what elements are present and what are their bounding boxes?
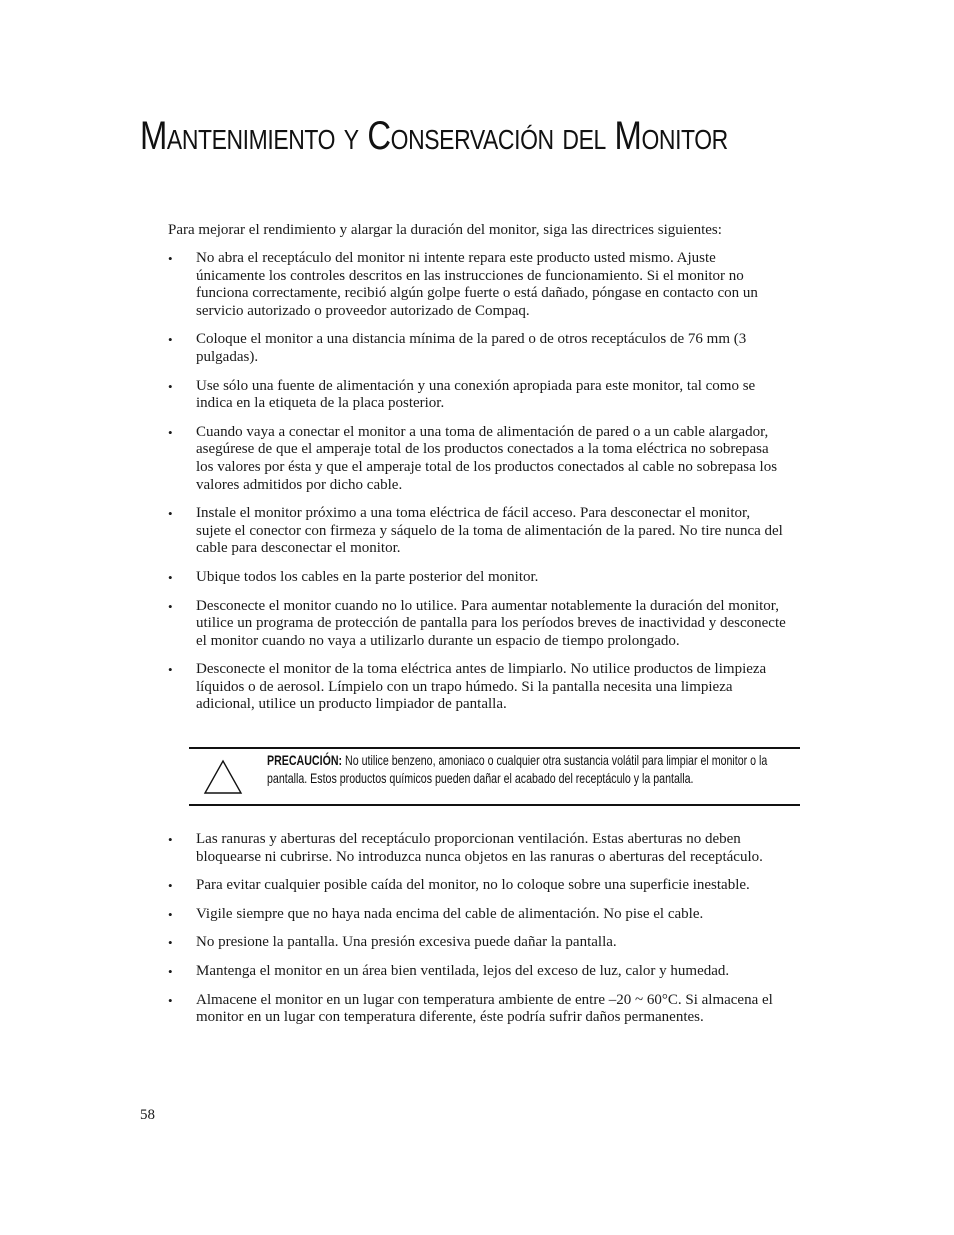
list-item-text: Coloque el monitor a una distancia mínima de la pared o de otros receptáculos de 76 mm (3 pulgadas).	[196, 331, 747, 365]
list-item	[168, 250, 788, 320]
intro-paragraph: Para mejorar el rendimiento y alargar la duración del monitor, siga las directrices siguientes:	[168, 222, 722, 238]
list-item	[168, 331, 788, 366]
list-item-text: Instale el monitor próximo a una toma eléctrica de fácil acceso. Para desconectar el monitor, sujete el conector con firmeza y sáquelo de la toma de alimentación de la pared. No tire nunca del cable para desconectar el monitor.	[196, 505, 783, 557]
warning-triangle-icon	[203, 759, 243, 795]
page-number: 58	[140, 1107, 155, 1123]
caution-box	[189, 747, 800, 806]
caution-label: PRECAUCIÓN:	[267, 752, 343, 768]
list-item-text: Cuando vaya a conectar el monitor a una toma de alimentación de pared o a un cable alargador, asegúrese de que el amperaje total de los productos conectados a la toma eléctrica no sobrepasa los valores por ésta y que el amperaje total de los productos conectados al cable no sobrepasa los valores admitidos por dicho cable.	[196, 423, 778, 493]
list-item	[168, 569, 788, 587]
list-item-text: Use sólo una fuente de alimentación y una conexión apropiada para este monitor, tal como se indica en la etiqueta de la placa posterior.	[196, 377, 756, 412]
list-item-text: Para evitar cualquier posible caída del monitor, no lo coloque sobre una superficie inestable.	[196, 877, 750, 894]
list-item-text: Ubique todos los cables en la parte posterior del monitor.	[196, 568, 539, 585]
list-item	[168, 598, 788, 651]
list-item	[168, 963, 788, 981]
caution-message: No utilice benzeno, amoniaco o cualquier otra sustancia volátil para limpiar el monitor o la pantalla. Estos productos químicos pueden dañar el acabado del receptáculo y la pantalla.	[267, 752, 768, 786]
list-item-text: Vigile siempre que no haya nada encima del cable de alimentación. No pise el cable.	[196, 905, 704, 922]
list-item	[168, 378, 788, 413]
bullet-icon: •	[168, 424, 173, 440]
bullet-icon: •	[168, 662, 173, 678]
list-item-text: Desconecte el monitor cuando no lo utilice. Para aumentar notablemente la duración del monitor, utilice un programa de protección de pantalla para los períodos breves de inactividad y desconecte el monitor cuando no vaya a utilizarlo durante un espacio de tiempo prolongado.	[196, 597, 786, 649]
bullet-icon: •	[168, 906, 173, 922]
guideline-list-second	[168, 831, 788, 1038]
bullet-icon: •	[168, 332, 173, 348]
caution-text	[267, 751, 799, 787]
bullet-icon: •	[168, 598, 173, 614]
list-item-text: No abra el receptáculo del monitor ni intente repara este producto usted mismo. Ajuste únicamente los controles descritos en las instrucciones de funcionamiento. Si el monitor no funciona correctamente, recibió algún golpe fuerte o está dañado, póngase en contacto con un servicio autorizado o proveedor autorizado de Compaq.	[196, 250, 758, 319]
bullet-icon: •	[168, 251, 173, 266]
list-item	[168, 992, 788, 1027]
list-item	[168, 934, 788, 952]
bullet-icon: •	[168, 832, 173, 847]
list-item	[168, 906, 788, 924]
bullet-icon: •	[168, 878, 173, 894]
page-title: Mantenimiento y Conservación del Monitor	[140, 114, 728, 158]
list-item-text: Almacene el monitor en un lugar con temperatura ambiente de entre –20 ~ 60°C. Si almacena el monitor en un lugar con temperatura diferente, éste podría sufrir daños permanentes.	[196, 991, 773, 1026]
bullet-icon: •	[168, 506, 173, 522]
list-item-text: Mantenga el monitor en un área bien ventilada, lejos del exceso de luz, calor y humedad.	[196, 962, 730, 979]
bullet-icon: •	[168, 569, 173, 585]
guideline-list-first	[168, 250, 788, 725]
list-item-text: Las ranuras y aberturas del receptáculo proporcionan ventilación. Estas aberturas no deben bloquearse ni cubrirse. No introduzca nunca objetos en las ranuras o aberturas del receptáculo.	[196, 831, 763, 865]
list-item	[168, 877, 788, 895]
bullet-icon: •	[168, 378, 173, 394]
list-item	[168, 661, 788, 714]
list-item	[168, 424, 788, 494]
bullet-icon: •	[168, 992, 173, 1008]
list-item	[168, 505, 788, 558]
bullet-icon: •	[168, 935, 173, 951]
list-item-text: Desconecte el monitor de la toma eléctrica antes de limpiarlo. No utilice productos de limpieza líquidos o de aerosol. Límpielo con un trapo húmedo. Si la pantalla necesita una limpieza adicional, utilice un producto limpiador de pantalla.	[196, 661, 767, 713]
list-item	[168, 831, 788, 866]
bullet-icon: •	[168, 963, 173, 979]
list-item-text: No presione la pantalla. Una presión excesiva puede dañar la pantalla.	[196, 934, 617, 951]
